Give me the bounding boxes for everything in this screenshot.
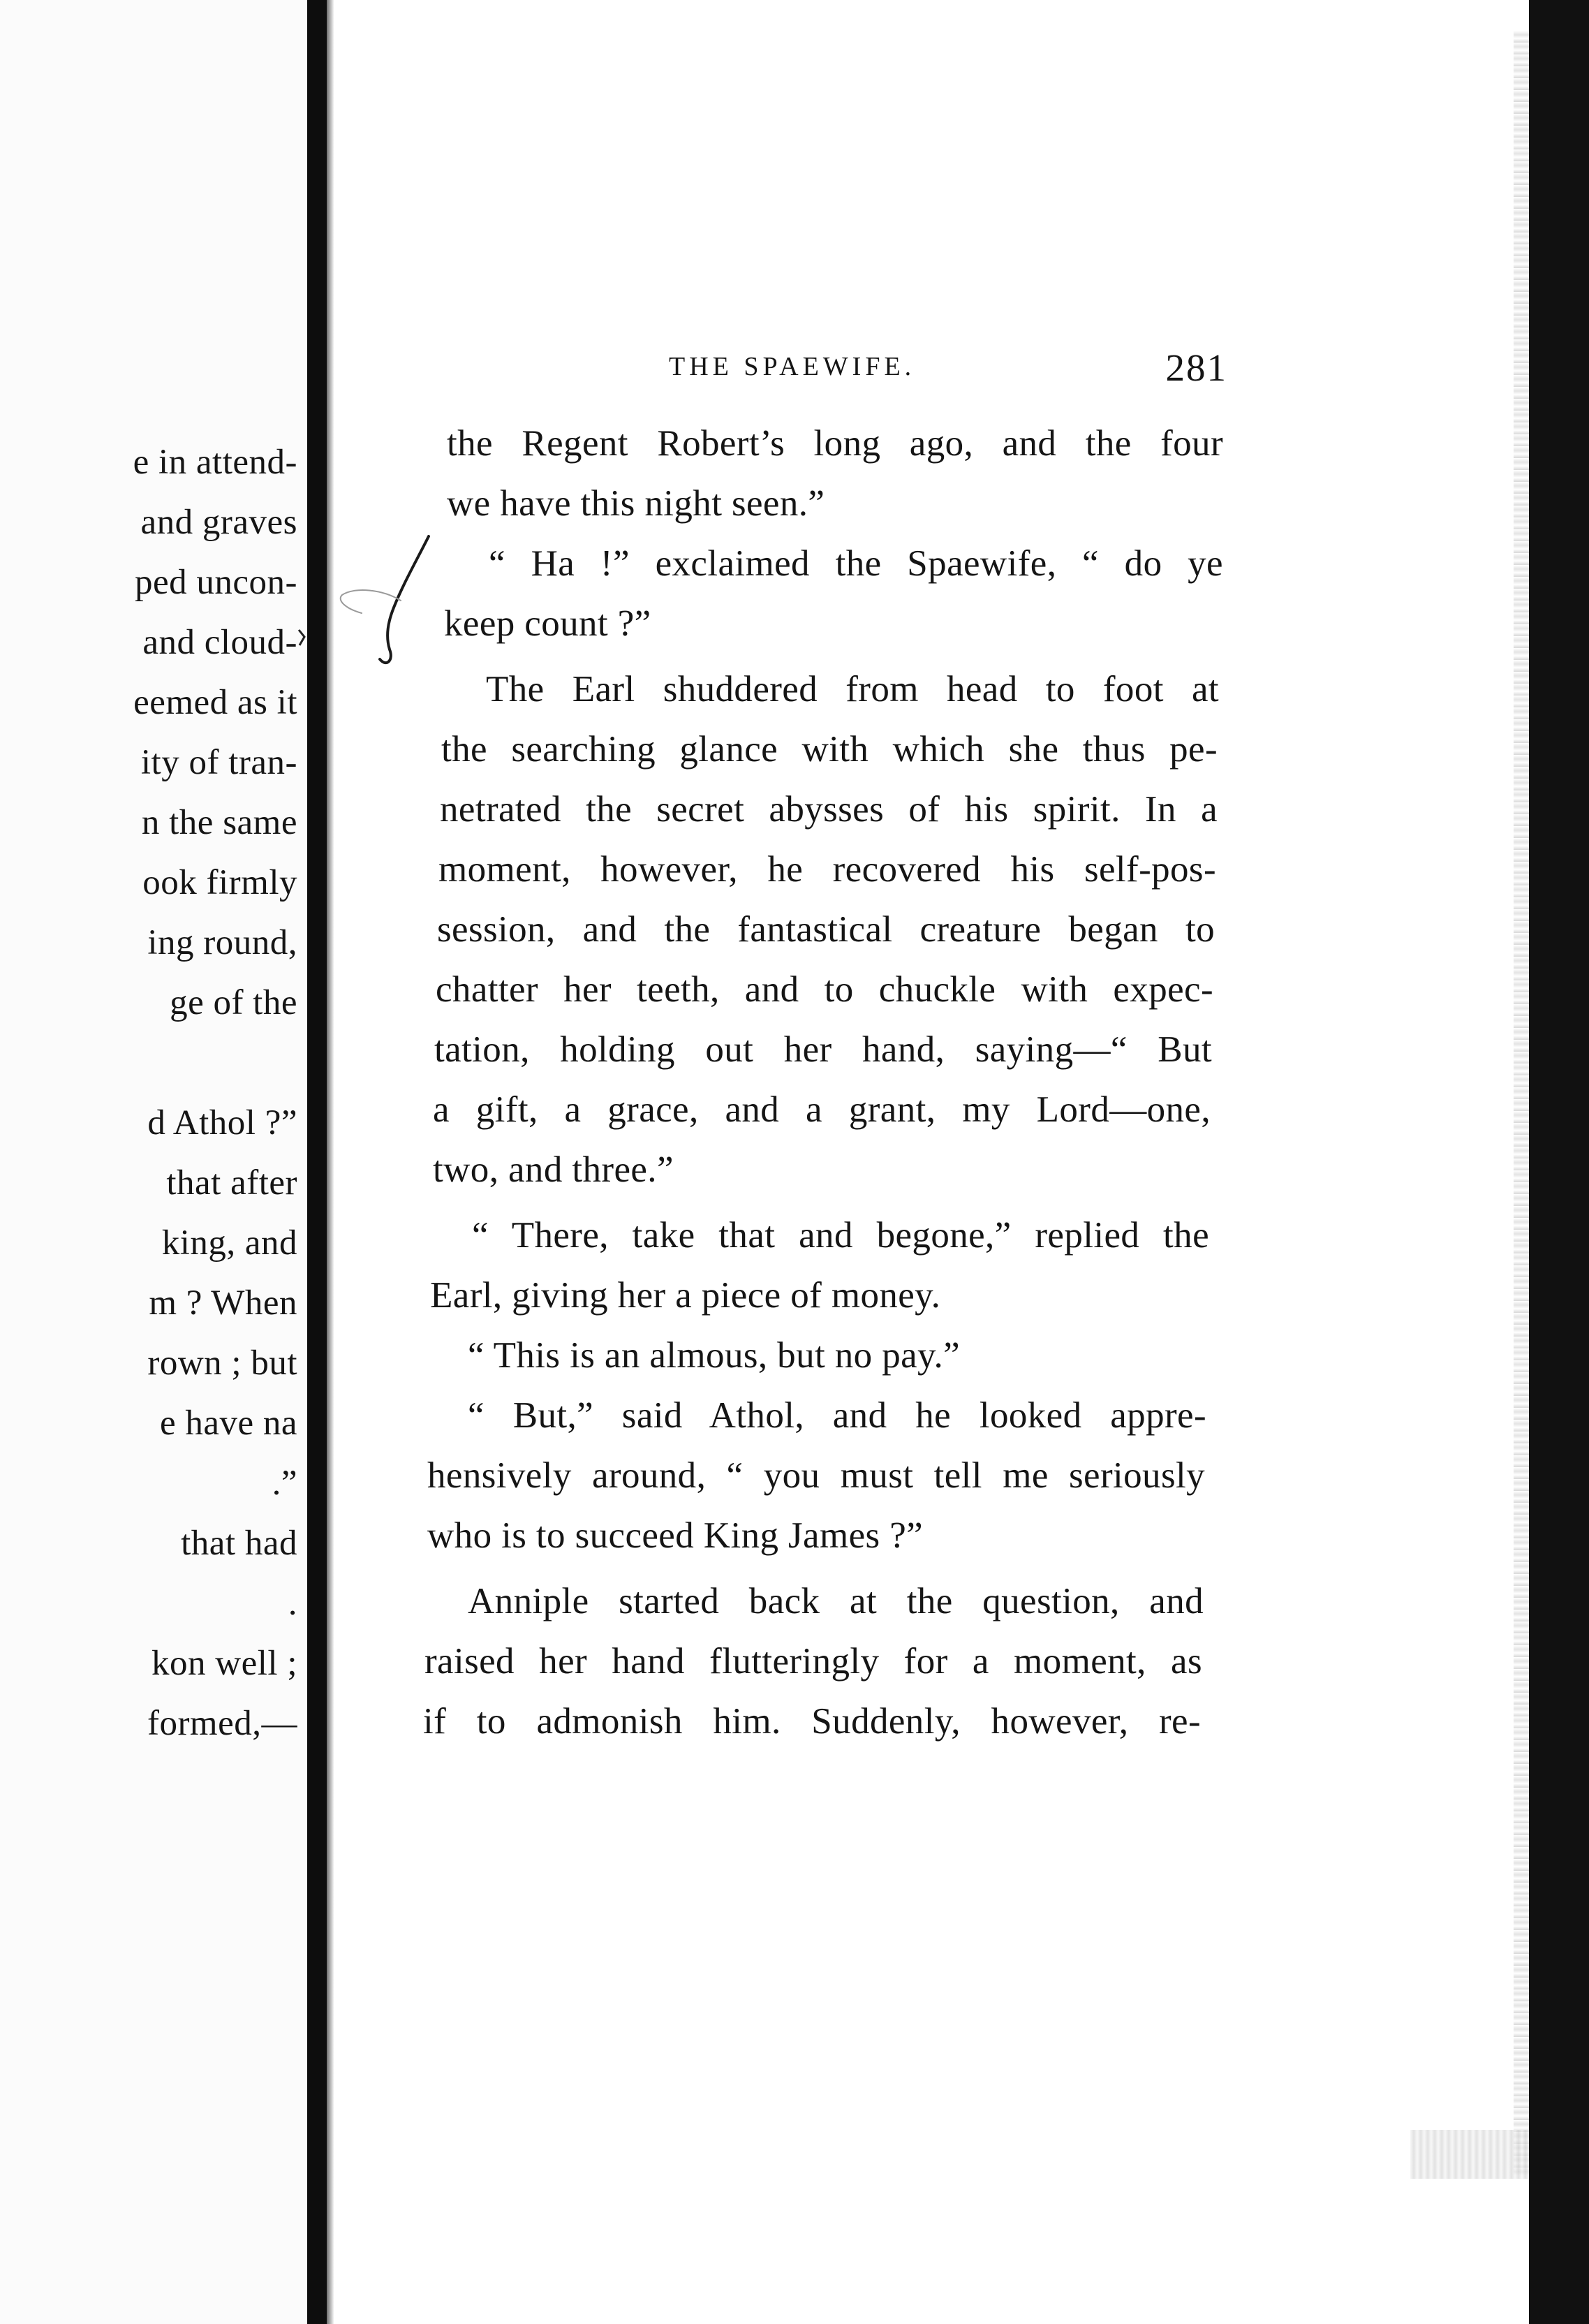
body-line: keep count ?”: [444, 603, 651, 644]
left-page-line: and graves: [140, 503, 297, 542]
left-facing-page: [0, 0, 307, 2324]
body-line: who is to succeed King James ?”: [427, 1515, 924, 1556]
page-edge-deckle: [1514, 31, 1529, 2175]
body-line: netrated the secret abysses of his spirit. In a: [440, 789, 1218, 830]
left-page-line: and cloud-: [142, 623, 297, 662]
body-line: tation, holding out her hand, saying—“ But: [434, 1029, 1212, 1070]
body-line: “ There, take that and begone,” replied the: [472, 1215, 1209, 1256]
body-line: if to admonish him. Suddenly, however, re-: [423, 1701, 1201, 1742]
left-page-line: that had: [181, 1524, 297, 1563]
page-corner-wear: [1410, 2130, 1529, 2179]
page-top-margin: [334, 0, 1529, 31]
left-page-line: e in attend-: [133, 443, 297, 482]
left-page-line: that after: [166, 1163, 297, 1203]
body-line: hensively around, “ you must tell me seriously: [427, 1455, 1205, 1496]
left-page-line: n the same: [141, 803, 297, 842]
gutter-shadow: [327, 0, 334, 2324]
handwritten-margin-mark: [334, 531, 438, 670]
left-page-line: e have na: [159, 1404, 297, 1443]
left-page-line: ity of tran-: [140, 743, 297, 782]
left-page-line: eemed as it: [133, 683, 297, 722]
left-page-line: d Athol ?”: [147, 1103, 297, 1142]
left-page-line: .: [288, 1584, 297, 1623]
left-page-line: .”: [272, 1464, 297, 1503]
left-page-line: rown ; but: [147, 1344, 297, 1383]
body-line: a gift, a grace, and a grant, my Lord—one,: [433, 1089, 1211, 1130]
body-line: the searching glance with which she thus pe-: [441, 729, 1218, 770]
body-line: “ Ha !” exclaimed the Spaewife, “ do ye: [489, 543, 1223, 584]
left-page-line: formed,—: [147, 1704, 297, 1743]
scan-border-right: [1529, 0, 1589, 2324]
left-page-line: kon well ;: [151, 1644, 297, 1683]
left-page-line: ped uncon-: [134, 563, 297, 602]
body-line: raised her hand flutteringly for a moment, as: [424, 1641, 1202, 1682]
body-line: two, and three.”: [433, 1149, 674, 1190]
page-bottom-margin: [334, 2175, 1529, 2324]
body-line: chatter her teeth, and to chuckle with expec-: [436, 969, 1213, 1010]
body-line: moment, however, he recovered his self-pos-: [438, 849, 1216, 890]
body-line: “ But,” said Athol, and he looked appre-: [468, 1395, 1206, 1436]
left-page-line: m ? When: [149, 1284, 297, 1323]
left-page-line: ge of the: [170, 983, 297, 1022]
body-line: “ This is an almous, but no pay.”: [468, 1335, 961, 1376]
book-gutter: [307, 0, 327, 2324]
stray-mark: [297, 628, 306, 647]
left-page-line: ing round,: [147, 923, 297, 962]
running-head: [431, 346, 1227, 395]
left-page-line: ook firmly: [142, 863, 297, 902]
running-head-title: THE SPAEWIFE.: [669, 352, 916, 381]
left-page-line: king, and: [161, 1223, 297, 1263]
body-line: Earl, giving her a piece of money.: [430, 1275, 941, 1316]
body-line: session, and the fantastical creature began to: [437, 909, 1215, 950]
body-line: The Earl shuddered from head to foot at: [486, 669, 1219, 709]
body-line: Anniple started back at the question, and: [468, 1581, 1204, 1621]
page-number: 281: [1165, 346, 1227, 389]
body-line: the Regent Robert’s long ago, and the four: [447, 423, 1223, 464]
body-line: we have this night seen.”: [447, 483, 825, 524]
